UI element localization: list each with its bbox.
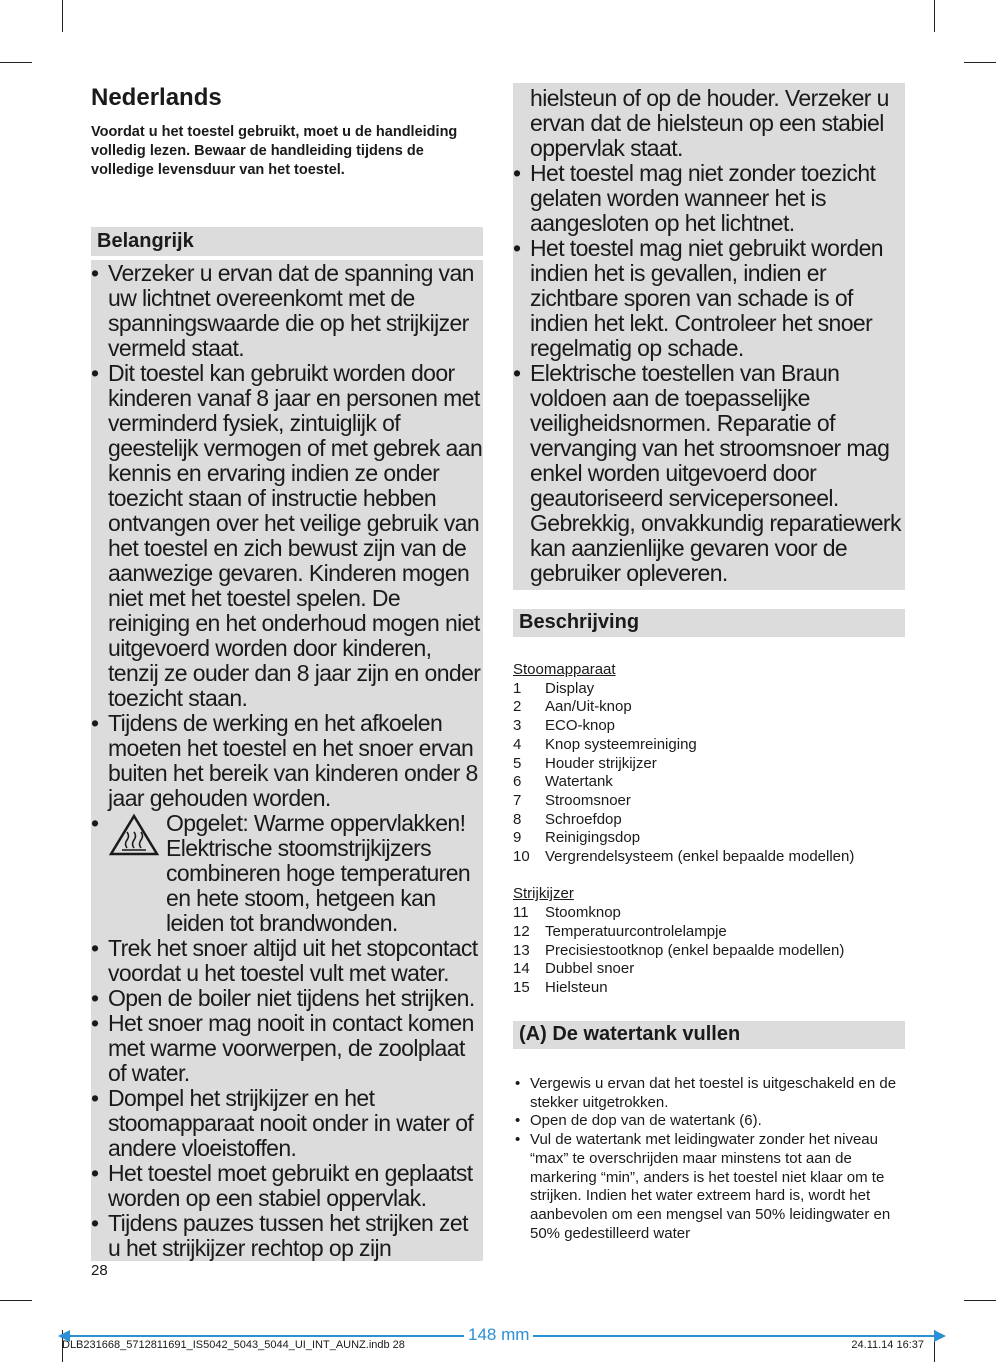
file-name: DLB231668_5712811691_IS5042_5043_5044_UI_INT_AUNZ.indb 28 (62, 1339, 405, 1351)
list-item: • Het toestel moet gebruikt en geplaatst worden op een stabiel oppervlak. (91, 1161, 483, 1211)
print-datetime: 24.11.14 16:37 (851, 1339, 924, 1351)
list-item: • Het toestel mag niet zonder toezicht gelaten worden wanneer het is aangesloten op het lichtnet. (513, 161, 905, 236)
intro-text: Voordat u het toestel gebruikt, moet u de handleiding volledig lezen. Bewaar de handleiding tijdens de volledige levensduur van het toestel. (91, 124, 458, 178)
warning-text: • Opgelet: Warme oppervlakken! Elektrische stoomstrijkijzers combineren hoge temperaturen en hete stoom, hetgeen kan leiden tot brandwonden. (166, 810, 471, 936)
parts-row (513, 960, 905, 979)
part-label: Houder strijkijzer (545, 754, 657, 772)
part-number: 11 (513, 904, 529, 922)
page-number: 28 (91, 1262, 108, 1279)
part-label: Watertank (545, 773, 613, 791)
list-item: • Dompel het strijkijzer en het stoomapparaat nooit onder in water of andere vloeistoffen. (91, 1086, 483, 1161)
print-footer (62, 1322, 950, 1352)
list-item: • Het snoer mag nooit in contact komen met warme voorwerpen, de zoolplaat of water. (91, 1011, 483, 1086)
crop-mark (964, 62, 996, 63)
parts-row (513, 736, 905, 755)
part-number: 10 (513, 848, 530, 866)
list-item-continuation: hielsteun of op de houder. Verzeker u ervan dat de hielsteun op een stabiel oppervlak staat. (530, 85, 889, 161)
list-item: • Elektrische toestellen van Braun voldoen aan de toepasselijke veiligheidsnormen. Reparatie of vervanging van het stroomsnoer mag enkel worden uitgevoerd door geautoriseerd servicepersoneel. Gebrekkig, onvakkundig reparatiewerk kan aanzienlijke gevaren voor de gebruiker opleveren. (513, 361, 905, 586)
part-label: Hielsteun (545, 978, 608, 996)
list-item: • Dit toestel kan gebruikt worden door kinderen vanaf 8 jaar en personen met verminderd fysiek, zintuiglijk of geestelijk vermogen of met gebrek aan kennis en ervaring indien ze onder toezicht staan of instructie hebben ontvangen over het veilige gebruik van het toestel en zich bewust zijn van de aanwezige gevaren. Kinderen mogen niet met het toestel spelen. De reiniging en het onderhoud mogen niet uitgevoerd worden door kinderen, tenzij ze ouder dan 8 jaar zijn en onder toezicht staan. (91, 361, 483, 711)
arrow-right-icon (932, 1330, 946, 1342)
part-number: 13 (513, 941, 530, 959)
parts-row (513, 680, 905, 699)
part-number: 9 (513, 829, 522, 847)
part-label: Schroefdop (545, 810, 622, 828)
part-label: Stoomknop (545, 904, 621, 922)
parts-row (513, 773, 905, 792)
list-item: • Tijdens de werking en het afkoelen moeten het toestel en het snoer ervan buiten het bereik van kinderen onder 8 jaar gehouden worden. (91, 711, 483, 811)
parts-row (513, 942, 905, 961)
parts-row (513, 979, 905, 998)
part-label: Knop systeemreiniging (545, 735, 697, 753)
part-number: 2 (513, 698, 522, 716)
part-number: 4 (513, 735, 522, 753)
parts-group-title: Stoomapparaat (513, 661, 616, 678)
width-label: 148 mm (464, 1325, 533, 1345)
list-item: • Vul de watertank met leidingwater zonder het niveau “max” te overschrijden maar minstens tot aan de markering “min”, anders is het toestel niet klaar om te strijken. Indien het water extreem hard is, wordt het aanbevolen om een mengsel van 50% leidingwater en 50% gedestilleerd water (513, 1131, 905, 1243)
part-number: 14 (513, 960, 530, 978)
filling-steps (513, 1075, 905, 1243)
parts-row (513, 848, 905, 867)
list-item-warning (91, 811, 483, 936)
list-item: • Verzeker u ervan dat de spanning van uw lichtnet overeenkomt met de spanningswaarde die op het strijkijzer vermeld staat. (91, 261, 483, 361)
part-number: 1 (513, 679, 522, 697)
part-label: ECO-knop (545, 717, 616, 735)
part-number: 8 (513, 810, 522, 828)
part-label: Vergrendelsysteem (enkel bepaalde modellen) (545, 848, 855, 866)
parts-row (513, 755, 905, 774)
parts-list (513, 661, 905, 998)
hot-surface-warning-icon (108, 813, 160, 857)
page-title: Nederlands (91, 84, 222, 111)
important-heading: Belangrijk (91, 227, 483, 260)
description-heading: Beschrijving (513, 609, 905, 637)
list-item: • Trek het snoer altijd uit het stopcontact voordat u het toestel vult met water. (91, 936, 483, 986)
parts-row (513, 698, 905, 717)
list-item: • Open de dop van de watertank (6). (513, 1112, 905, 1131)
important-list (91, 261, 483, 1261)
list-item: • Het toestel mag niet gebruikt worden indien het is gevallen, indien er zichtbare sporen van schade is of indien het lekt. Controleer het snoer regelmatig op schade. (513, 236, 905, 361)
list-item: • Tijdens pauzes tussen het strijken zet u het strijkijzer rechtop op zijn (91, 1211, 483, 1261)
part-label: Display (545, 679, 595, 697)
crop-mark (62, 0, 63, 32)
parts-group-title: Strijkijzer (513, 885, 574, 903)
part-number: 7 (513, 791, 522, 809)
crop-mark (0, 62, 32, 63)
part-number: 5 (513, 754, 522, 772)
list-item: • Vergewis u ervan dat het toestel is uitgeschakeld en de stekker uitgetrokken. (513, 1075, 905, 1112)
list-item: • Open de boiler niet tijdens het strijken. (91, 986, 483, 1011)
part-label: Precisiestootknop (enkel bepaalde modellen) (545, 941, 845, 959)
part-label: Stroomsnoer (545, 791, 631, 809)
part-number: 15 (513, 978, 530, 996)
crop-mark (934, 0, 935, 32)
part-number: 12 (513, 922, 530, 940)
part-label: Temperatuurcontrolelampje (545, 922, 727, 940)
important-list-continued (513, 86, 905, 586)
parts-row (513, 811, 905, 830)
crop-mark (0, 1300, 32, 1301)
filling-heading: (A) De watertank vullen (513, 1021, 905, 1049)
part-label: Aan/Uit-knop (545, 698, 632, 716)
part-label: Dubbel snoer (545, 960, 635, 978)
parts-row (513, 717, 905, 736)
parts-row (513, 923, 905, 942)
parts-row (513, 829, 905, 848)
part-number: 6 (513, 773, 522, 791)
parts-row (513, 792, 905, 811)
part-label: Reinigingsdop (545, 829, 641, 847)
crop-mark (964, 1300, 996, 1301)
part-number: 3 (513, 717, 522, 735)
parts-row (513, 904, 905, 923)
